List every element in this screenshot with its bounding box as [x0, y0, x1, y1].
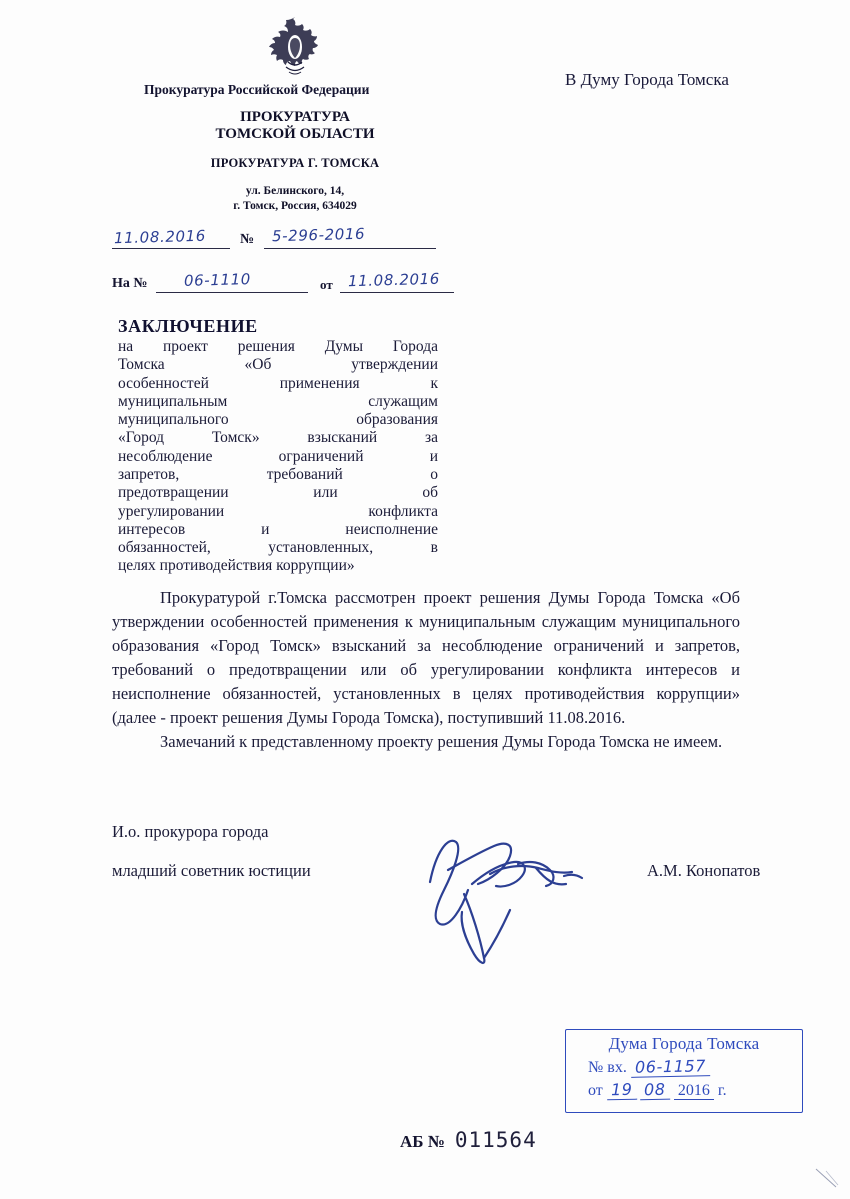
body-paragraph: Замечаний к представленному проекту решения Думы Города Томска не имеем. [160, 731, 723, 751]
registration-row-incoming [112, 269, 442, 302]
letterhead-address-city: г. Томск, Россия, 634029 [233, 199, 357, 212]
letterhead-line-federation: Прокуратура Российской Федерации [144, 82, 370, 97]
stamp-number-row [566, 1057, 802, 1077]
subject-line: целях противодействия коррупции» [118, 557, 355, 575]
form-number [400, 1128, 537, 1152]
addressee: В Думу Города Томска [565, 70, 729, 89]
registration-number-value: 5-296-2016 [271, 224, 366, 246]
subject-line: обязанностей, установленных, в [118, 539, 438, 557]
body-paragraph: Прокуратурой г.Томска рассмотрен проект решения Думы Города Томска «Об утверждении особенностей применения к муниципальным служащим муниципального образования «Город Томск» взысканий за несоблюдение ограничений и запретов, требований о предотвращении или об урегулировании конфликта интересов и неисполнение обязанностей, установленных в целях противодействия коррупции» (далее - проект решения Думы Города Томска), поступивший 11.08.2016. [112, 588, 740, 727]
form-number-value: 011564 [454, 1128, 537, 1152]
letterhead-line-city: ПРОКУРАТУРА Г. ТОМСКА [210, 155, 380, 170]
russian-coat-of-arms-icon [268, 14, 322, 76]
document-subject [118, 338, 438, 576]
subject-line: несоблюдение ограничений и [118, 447, 438, 465]
subject-line: запретов, требований о [118, 465, 438, 483]
letterhead-address-street: ул. Белинского, 14, [245, 184, 345, 197]
letterhead-line-oblast-2: ТОМСКОЙ ОБЛАСТИ [215, 125, 375, 142]
subject-line: на проект решения Думы Города [118, 338, 438, 355]
subject-line: муниципальным служащим [118, 392, 438, 410]
registration-number-rule [264, 248, 436, 249]
signer-position-line-1: И.о. прокурора города [112, 822, 269, 841]
reply-date-value: 11.08.2016 [347, 269, 441, 291]
reply-date-label: от [320, 277, 333, 292]
subject-line: предотвращении или об [118, 484, 438, 502]
stamp-date-year: 2016 [674, 1082, 714, 1100]
registration-date-value: 11.08.2016 [113, 226, 207, 248]
reply-label: На № [112, 276, 148, 291]
scan-corner-artifact-icon [814, 1167, 840, 1191]
stamp-organization: Дума Города Томска [608, 1034, 760, 1053]
reply-number-rule [156, 292, 308, 293]
registration-date-rule [112, 248, 230, 249]
stamp-number-value: 06-1157 [631, 1056, 710, 1078]
subject-line: интересов и неисполнение [118, 520, 438, 538]
letterhead [130, 14, 460, 214]
registration-number-label: № [240, 232, 255, 247]
subject-line: «Город Томск» взысканий за [118, 429, 438, 447]
registration-block [112, 224, 442, 302]
subject-line: урегулировании конфликта [118, 502, 438, 520]
reply-number-value: 06-1110 [183, 270, 252, 290]
stamp-date-month: 08 [640, 1080, 670, 1101]
stamp-date-row [566, 1080, 802, 1100]
letterhead-line-oblast-1: ПРОКУРАТУРА [240, 109, 350, 126]
form-number-prefix: АБ № [400, 1132, 445, 1151]
subject-line: особенностей применения к [118, 374, 438, 392]
document-title: ЗАКЛЮЧЕНИЕ [118, 316, 258, 336]
reply-date-rule [340, 292, 454, 293]
registration-row-outgoing [112, 224, 442, 258]
signer-position-line-2: младший советник юстиции [112, 861, 311, 880]
document-body [112, 586, 740, 753]
stamp-year-suffix: г. [717, 1082, 727, 1099]
subject-line: муниципального образования [118, 411, 438, 429]
stamp-number-label: № вх. [588, 1059, 627, 1076]
incoming-registration-stamp [565, 1029, 803, 1113]
signer-name: А.М. Конопатов [647, 861, 761, 880]
subject-line: Томска «Об утверждении [118, 356, 438, 374]
stamp-date-day: 19 [607, 1080, 637, 1101]
handwritten-signature-icon [418, 812, 618, 972]
stamp-date-label: от [588, 1082, 603, 1099]
